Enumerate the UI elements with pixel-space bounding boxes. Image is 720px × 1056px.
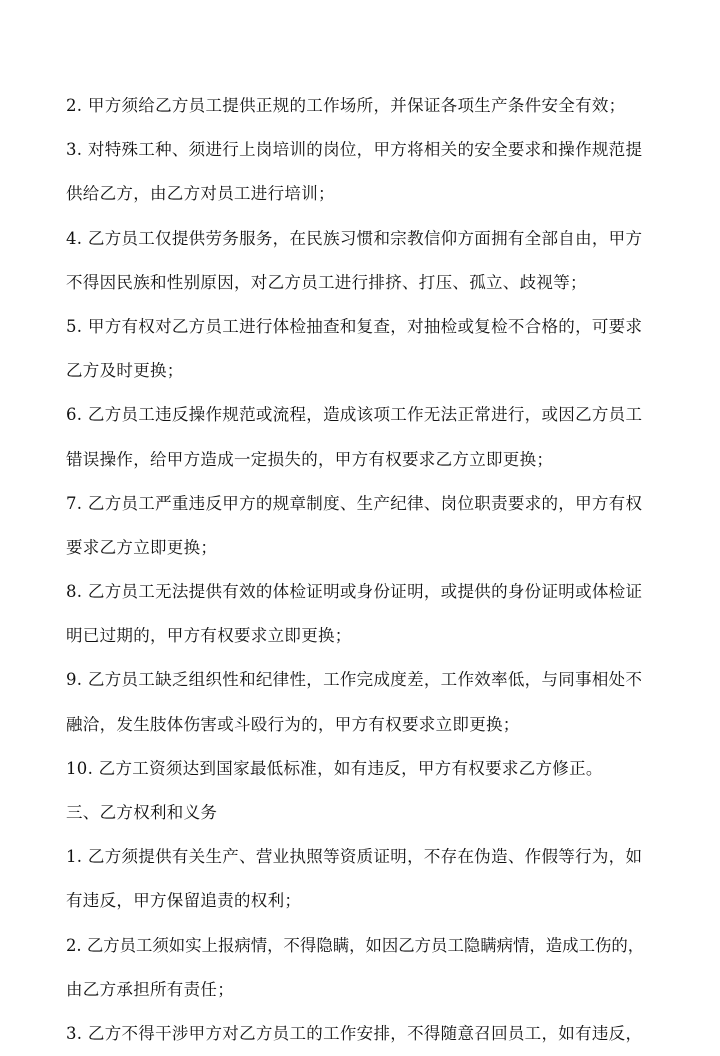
text-line-clause-4-cont: 不得因民族和性别原因，对乙方员工进行排挤、打压、孤立、歧视等； [66, 272, 587, 292]
section-heading: 三、乙方权利和义务 [66, 803, 218, 822]
document-page [66, 84, 658, 1056]
text-line-b-clause-2-cont: 由乙方承担所有责任； [66, 979, 234, 999]
text-line-clause-8-cont: 明已过期的，甲方有权要求立即更换； [66, 626, 352, 646]
text-line-b-clause-1: 1. 乙方须提供有关生产、营业执照等资质证明，不存在伪造、作假等行为，如 [66, 847, 643, 867]
text-line-clause-2: 2. 甲方须给乙方员工提供正规的工作场所，并保证各项生产条件安全有效； [66, 96, 626, 115]
text-line-clause-7-cont: 要求乙方立即更换； [66, 537, 218, 557]
text-line-clause-4: 4. 乙方员工仅提供劳务服务，在民族习惯和宗教信仰方面拥有全部自由，甲方 [66, 228, 643, 248]
text-line-clause-9: 9. 乙方员工缺乏组织性和纪律性，工作完成度差，工作效率低，与同事相处不 [66, 670, 643, 690]
text-line-clause-7: 7. 乙方员工严重违反甲方的规章制度、生产纪律、岗位职责要求的，甲方有权 [66, 493, 643, 513]
text-line-clause-8: 8. 乙方员工无法提供有效的体检证明或身份证明，或提供的身份证明或体检证 [66, 582, 643, 602]
text-line-clause-6: 6. 乙方员工违反操作规范或流程，造成该项工作无法正常进行，或因乙方员工 [66, 405, 643, 425]
text-line-clause-3-cont: 供给乙方，由乙方对员工进行培训； [66, 184, 335, 204]
text-line-clause-5-cont: 乙方及时更换； [66, 361, 184, 381]
text-line-clause-6-cont: 错误操作，给甲方造成一定损失的，甲方有权要求乙方立即更换； [66, 449, 554, 469]
text-line-clause-10: 10. 乙方工资须达到国家最低标准，如有违反，甲方有权要求乙方修正。 [66, 758, 603, 778]
text-line-clause-5: 5. 甲方有权对乙方员工进行体检抽查和复查，对抽检或复检不合格的，可要求 [66, 316, 643, 336]
text-line-clause-3: 3. 对特殊工种、须进行上岗培训的岗位，甲方将相关的安全要求和操作规范提 [66, 140, 643, 160]
text-line-clause-9-cont: 融洽，发生肢体伤害或斗殴行为的，甲方有权要求立即更换； [66, 714, 520, 734]
text-line-b-clause-1-cont: 有违反，甲方保留追责的权利； [66, 891, 302, 911]
text-line-b-clause-2: 2. 乙方员工须如实上报病情，不得隐瞒，如因乙方员工隐瞒病情，造成工伤的， [66, 935, 645, 955]
text-line-b-clause-3: 3. 乙方不得干涉甲方对乙方员工的工作安排，不得随意召回员工，如有违反， [66, 1023, 643, 1043]
